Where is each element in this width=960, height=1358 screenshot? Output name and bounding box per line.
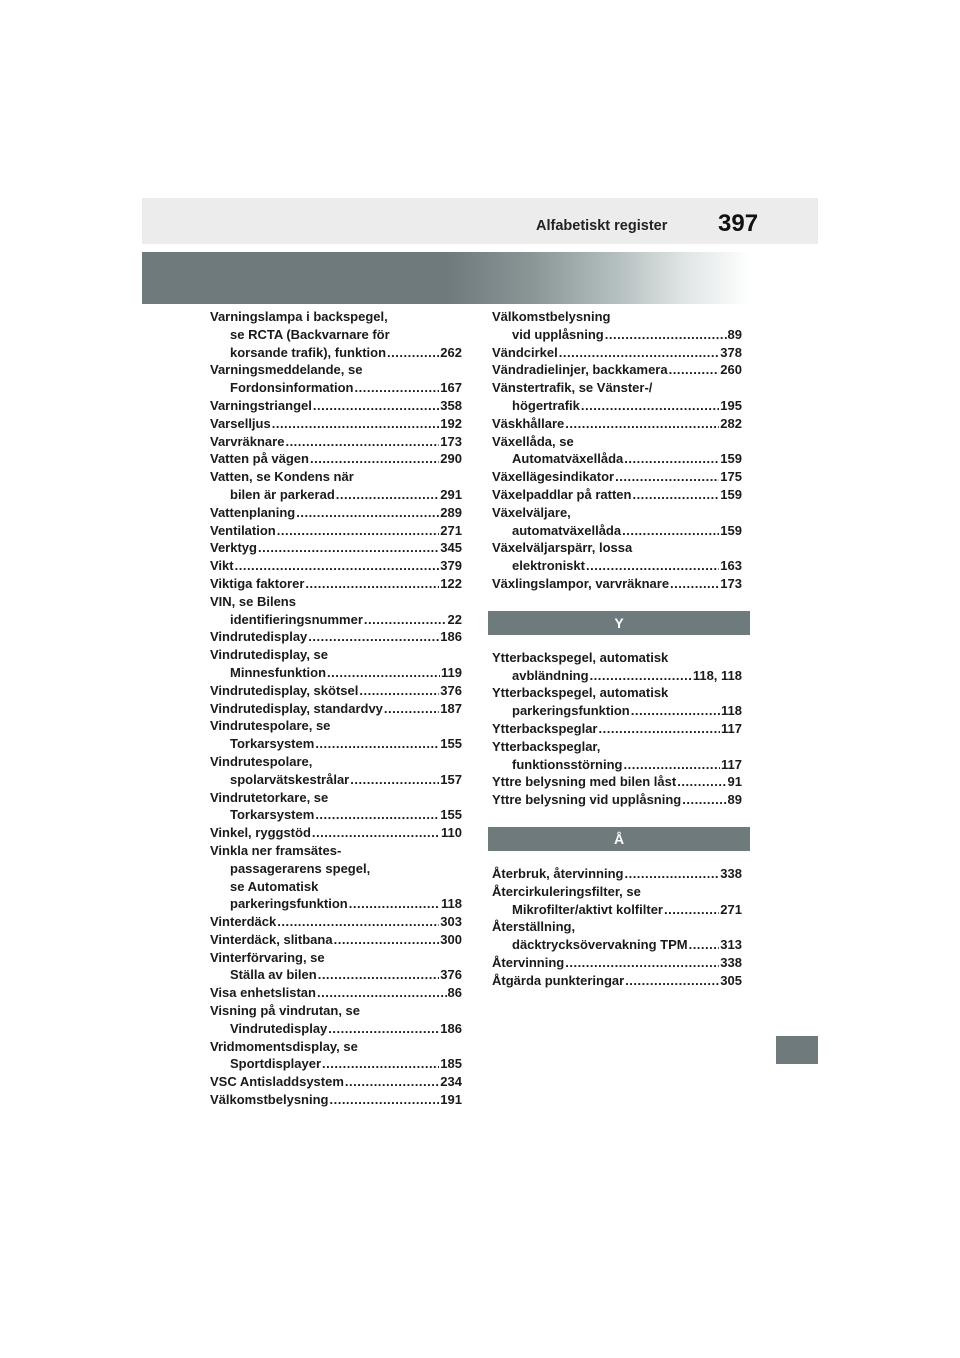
dot-leader [315,806,439,824]
entry-text: VIN, se Bilens [210,593,296,609]
dot-leader [277,913,439,931]
index-entry [210,468,462,504]
index-entry [210,557,462,575]
entry-text: Vinterförvaring, se [210,949,325,965]
entry-page-number: 338 [720,865,742,881]
entry-page-number: 234 [440,1074,462,1090]
entry-page-number: 313 [720,937,742,953]
entry-page-number: 167 [440,380,462,396]
entry-text: Minnesfunktion [230,664,327,680]
entry-text: Ventilation [210,522,276,538]
dot-leader [590,667,692,685]
entry-text: Vatten, se Kondens när [210,469,354,485]
dot-leader [586,557,719,575]
dot-leader [327,664,440,682]
index-entry [210,842,462,913]
entry-page-number: 118, 118 [692,667,742,683]
index-entry [210,628,462,646]
entry-text: elektroniskt [512,558,585,574]
dot-leader [670,575,719,593]
dot-leader [664,901,719,919]
index-entry [210,913,462,931]
entry-text: Torkarsystem [230,807,315,823]
entry-page-number: 159 [720,486,742,502]
entry-text: Vinterdäck, slitbana [210,931,333,947]
letter-heading-a-ring: Å [488,827,750,851]
entry-page-number: 186 [440,1020,462,1036]
index-entry [492,773,742,791]
dot-leader [336,486,440,504]
index-column-right [492,308,742,990]
index-entry [492,308,742,344]
entry-text: Vattenplaning [210,504,296,520]
entry-text: Mikrofilter/aktivt kolfilter [512,901,663,917]
entry-text: Vikt [210,558,234,574]
dot-leader [328,1020,439,1038]
dot-leader [329,1091,439,1109]
header-banner [142,252,818,304]
entry-text: Varningsmeddelande, se [210,362,363,378]
dot-leader [350,771,439,789]
entry-text: Växellåda, se [492,433,574,449]
index-entry [210,753,462,789]
dot-leader [625,972,719,990]
letter-heading-y: Y [488,611,750,635]
entry-page-number: 290 [440,451,462,467]
entry-text: identifieringsnummer [230,611,363,627]
dot-leader [632,486,719,504]
entry-text: Vindrutedisplay [210,629,308,645]
entry-text: Åtgärda punkteringar [492,972,625,988]
dot-leader [313,397,439,415]
index-entry [210,433,462,451]
index-group-v [492,308,742,593]
index-entry [210,397,462,415]
entry-text: Yttre belysning med bilen låst [492,774,677,790]
entry-text: Torkarsystem [230,736,315,752]
index-entry [492,738,742,774]
entry-text: se RCTA (Backvarnare för [230,326,390,342]
entry-page-number: 187 [440,700,462,716]
entry-page-number: 271 [720,901,742,917]
entry-page-number: 305 [720,972,742,988]
entry-page-number: 122 [440,575,462,591]
entry-text: Yttre belysning vid upplåsning [492,792,682,808]
dot-leader [317,984,447,1002]
index-entry [210,1038,462,1074]
index-entry [492,344,742,362]
entry-text: högertrafik [512,397,580,413]
dot-leader [624,756,721,774]
entry-text: Vindrutedisplay, standardvy [210,700,383,716]
entry-page-number: 378 [720,344,742,360]
entry-page-number: 155 [440,807,462,823]
entry-page-number: 186 [440,629,462,645]
entry-text: Automatväxellåda [512,451,624,467]
entry-text: Vändcirkel [492,344,558,360]
entry-text: spolarvätskestrålar [230,771,350,787]
entry-page-number: 376 [440,967,462,983]
index-entry [492,972,742,990]
entry-page-number: 118 [721,703,742,719]
entry-text: VSC Antisladdsystem [210,1074,344,1090]
index-entry [210,575,462,593]
dot-leader [605,326,727,344]
entry-text: Återvinning [492,954,565,970]
index-entry [492,720,742,738]
entry-text: avbländning [512,667,589,683]
entry-page-number: 159 [720,451,742,467]
entry-page-number: 282 [720,415,742,431]
entry-text: funktionsstörning [512,756,623,772]
dot-leader [689,936,720,954]
entry-page-number: 289 [440,504,462,520]
section-title: Alfabetiskt register [536,218,668,234]
index-entry [492,865,742,883]
entry-text: Växellägesindikator [492,469,615,485]
entry-page-number: 185 [440,1056,462,1072]
entry-text: passagerarens spegel, [230,860,371,876]
entry-page-number: 173 [720,575,742,591]
entry-text: Vindrutedisplay, se [210,647,329,663]
entry-text: Vridmomentsdisplay, se [210,1038,358,1054]
entry-page-number: 22 [447,611,462,627]
dot-leader [310,450,439,468]
dot-leader [624,865,719,883]
index-entry [492,486,742,504]
index-entry [210,984,462,1002]
entry-text: Ytterbackspeglar [492,720,598,736]
index-entry [210,1002,462,1038]
entry-text: Ställa av bilen [230,967,317,983]
index-entry [210,308,462,361]
index-entry [210,949,462,985]
entry-text: Återcirkuleringsfilter, se [492,883,641,899]
dot-leader [349,895,440,913]
entry-text: Ytterbackspegel, automatisk [492,649,669,665]
dot-leader [682,791,726,809]
entry-page-number: 262 [440,344,462,360]
entry-text: Väskhållare [492,415,565,431]
entry-page-number: 303 [440,914,462,930]
entry-text: Vindrutedisplay [230,1020,328,1036]
dot-leader [364,611,447,629]
index-entry [492,415,742,433]
dot-leader [312,824,440,842]
dot-leader [384,700,439,718]
index-entry [492,468,742,486]
entry-text: Ytterbackspeglar, [492,738,601,754]
entry-page-number: 119 [441,664,462,680]
entry-text: Visa enhetslistan [210,985,316,1001]
index-entry [210,361,462,397]
entry-text: däcktrycksövervakning TPM [512,937,688,953]
entry-text: Vinkla ner framsätes- [210,842,342,858]
entry-text: parkeringsfunktion [512,703,630,719]
index-entry [210,522,462,540]
index-group-a-ring [492,865,742,990]
entry-text: Sportdisplayer [230,1056,322,1072]
entry-text: vid upplåsning [512,326,604,342]
index-entry [210,504,462,522]
entry-text: automatväxellåda [512,522,622,538]
dot-leader [669,361,720,379]
entry-page-number: 260 [720,362,742,378]
entry-text: Viktiga faktorer [210,575,305,591]
entry-page-number: 300 [440,931,462,947]
dot-leader [308,628,439,646]
entry-text: Växelväljarspärr, lossa [492,540,633,556]
index-entry [210,682,462,700]
dot-leader [272,415,440,433]
entry-page-number: 376 [440,682,462,698]
index-entry [492,918,742,954]
entry-text: Vändradielinjer, backkamera [492,362,668,378]
dot-leader [565,954,719,972]
entry-page-number: 110 [441,825,462,841]
dot-leader [599,720,721,738]
dot-leader [615,468,719,486]
entry-page-number: 173 [440,433,462,449]
index-entry [210,593,462,629]
entry-page-number: 379 [440,558,462,574]
dot-leader [559,344,720,362]
entry-page-number: 159 [720,522,742,538]
index-group-y [492,649,742,809]
dot-leader [565,415,719,433]
entry-page-number: 163 [720,558,742,574]
entry-text: parkeringsfunktion [230,896,348,912]
dot-leader [296,504,439,522]
entry-page-number: 271 [440,522,462,538]
dot-leader [631,702,720,720]
page-number: 397 [718,210,759,237]
dot-leader [334,931,440,949]
index-entry [492,504,742,540]
entry-text: Fordonsinformation [230,380,354,396]
chapter-tab [776,1036,818,1064]
entry-text: Varvräknare [210,433,285,449]
entry-text: Växelväljare, [492,504,571,520]
dot-leader [305,575,439,593]
entry-text: Återställning, [492,919,576,935]
entry-page-number: 86 [447,985,462,1001]
index-entry [492,684,742,720]
index-entry [210,646,462,682]
entry-page-number: 155 [440,736,462,752]
index-column-left [210,308,462,1109]
dot-leader [624,450,719,468]
entry-page-number: 195 [720,397,742,413]
entry-text: Ytterbackspegel, automatisk [492,685,669,701]
entry-text: Verktyg [210,540,257,556]
entry-text: Vindrutespolare, [210,753,313,769]
entry-page-number: 118 [441,896,462,912]
entry-text: se Automatisk [230,878,319,894]
index-entry [492,575,742,593]
entry-page-number: 338 [720,954,742,970]
dot-leader [322,1055,439,1073]
entry-text: Vindrutedisplay, skötsel [210,682,359,698]
entry-text: Vänstertrafik, se Vänster-/ [492,380,653,396]
entry-page-number: 117 [721,756,742,772]
dot-leader [315,735,439,753]
index-entry [210,450,462,468]
entry-text: Vindrutetorkare, se [210,789,329,805]
entry-page-number: 89 [727,326,742,342]
index-entry [492,954,742,972]
entry-text: Visning på vindrutan, se [210,1003,361,1019]
entry-page-number: 191 [440,1092,462,1108]
index-entry [210,539,462,557]
index-entry [492,791,742,809]
index-entry [210,700,462,718]
index-entry [210,1073,462,1091]
entry-page-number: 175 [720,469,742,485]
index-entry [210,717,462,753]
entry-page-number: 345 [440,540,462,556]
dot-leader [677,773,726,791]
index-entry [492,649,742,685]
entry-text: Vatten på vägen [210,451,309,467]
entry-text: Varningstriangel [210,397,312,413]
dot-leader [345,1073,439,1091]
index-entry [492,433,742,469]
page-header [142,198,818,244]
entry-text: Vinterdäck [210,914,277,930]
entry-page-number: 157 [440,771,462,787]
entry-text: Varningslampa i backspegel, [210,309,388,324]
entry-page-number: 358 [440,397,462,413]
index-entry [210,789,462,825]
dot-leader [355,379,440,397]
entry-page-number: 192 [440,415,462,431]
index-entry [492,379,742,415]
dot-leader [258,539,439,557]
dot-leader [285,433,439,451]
dot-leader [387,344,439,362]
index-entry [210,931,462,949]
entry-page-number: 291 [440,486,462,502]
index-entry [210,415,462,433]
index-entry [492,361,742,379]
entry-text: Vinkel, ryggstöd [210,825,311,841]
entry-text: Växelpaddlar på ratten [492,486,632,502]
entry-text: Vindrutespolare, se [210,718,331,734]
entry-text: Välkomstbelysning [492,309,611,324]
dot-leader [235,557,440,575]
entry-page-number: 117 [721,720,742,736]
entry-text: Växlingslampor, varvräknare [492,575,670,591]
dot-leader [277,522,440,540]
entry-page-number: 89 [727,792,742,808]
index-entry [492,539,742,575]
index-entry [210,824,462,842]
index-entry [492,883,742,919]
dot-leader [359,682,439,700]
entry-text: korsande trafik), funktion [230,344,387,360]
entry-text: bilen är parkerad [230,486,335,502]
entry-text: Välkomstbelysning [210,1092,329,1108]
index-entry [210,1091,462,1109]
entry-text: Återbruk, återvinning [492,865,624,881]
entry-page-number: 91 [727,774,742,790]
entry-text: Varselljus [210,415,271,431]
dot-leader [318,966,440,984]
dot-leader [622,522,719,540]
dot-leader [581,397,719,415]
